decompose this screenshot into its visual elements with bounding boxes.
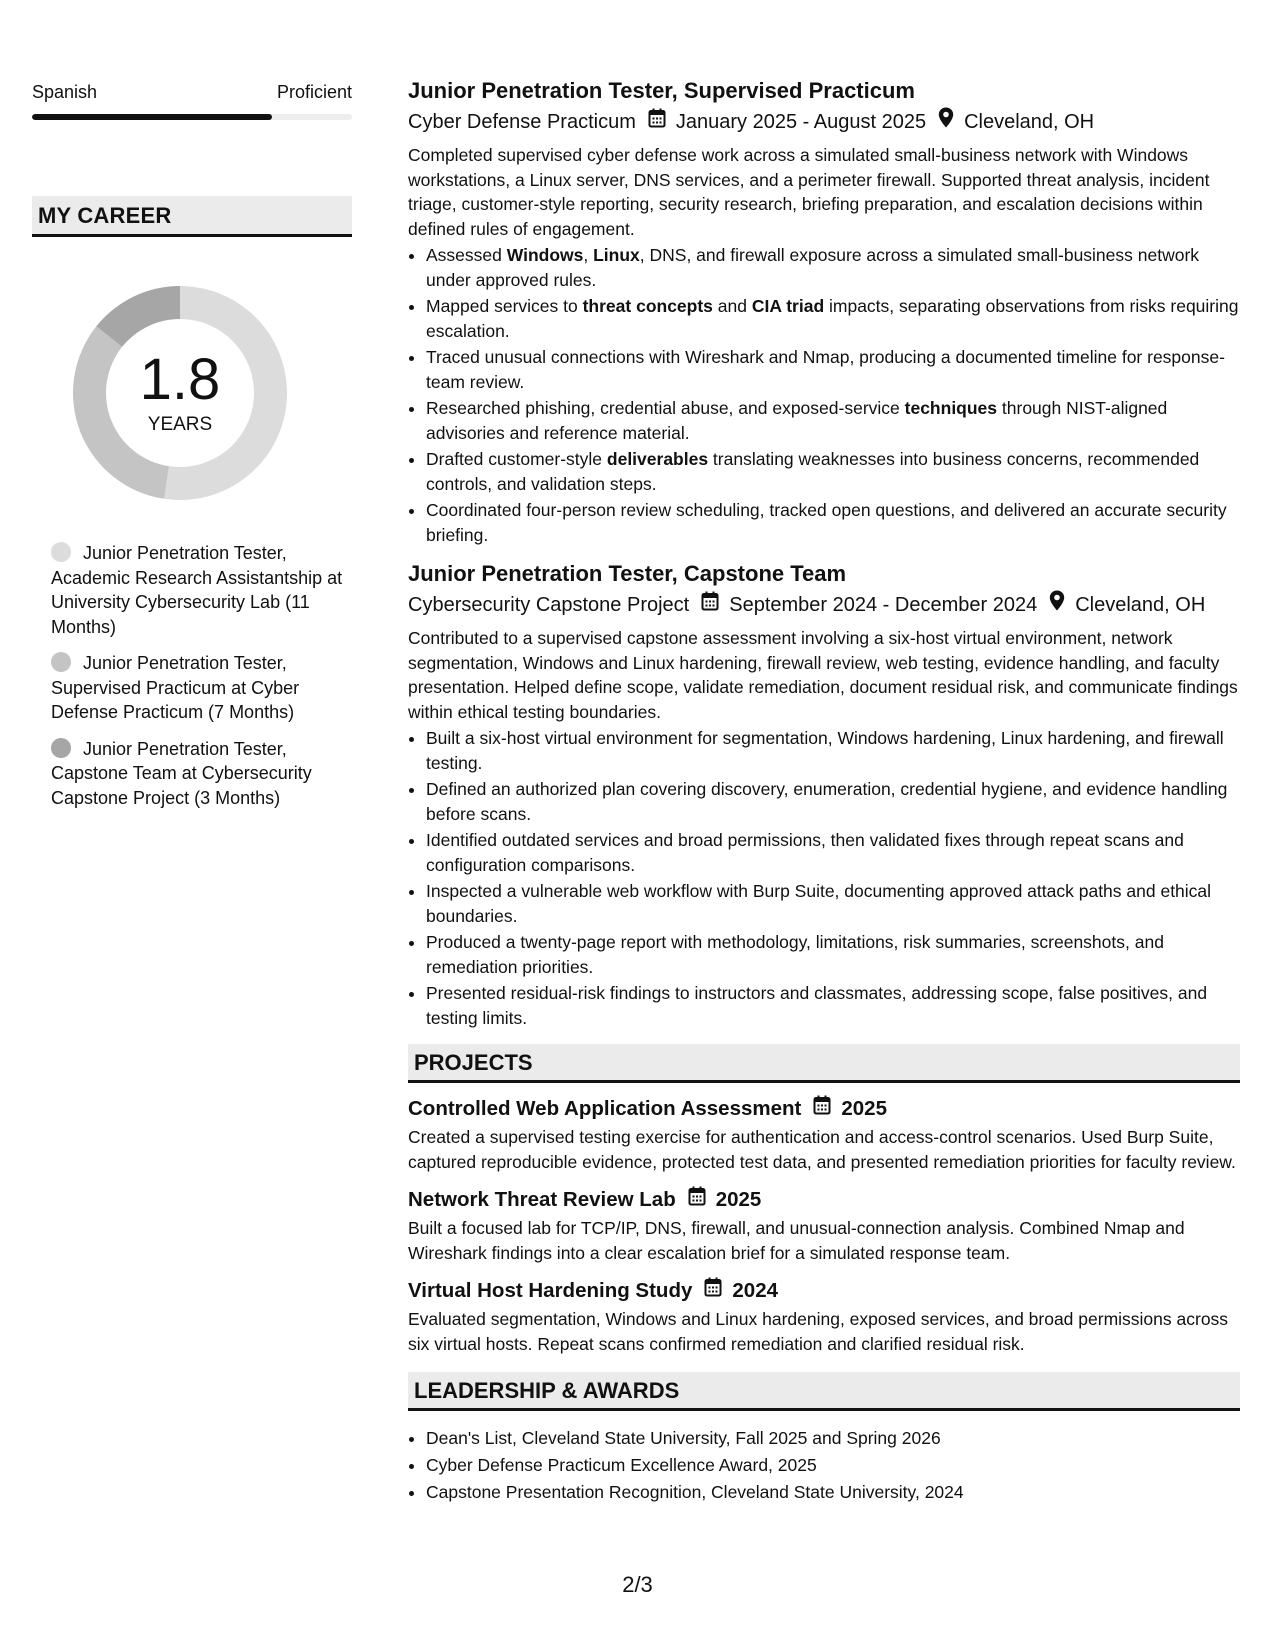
project-description: Built a focused lab for TCP/IP, DNS, firewall, and unusual-connection analysis. Combined Nmap and Wireshark findings into a clear escalation brief for a simulated response team. [408,1218,1185,1263]
job-bullets [408,243,1240,547]
award-item: • Capstone Presentation Recognition, Cleveland State University, 2024 [426,1479,1240,1506]
job-meta [408,590,1240,620]
language-level-bar [32,114,352,120]
calendar-icon [648,107,666,137]
job-description: Contributed to a supervised capstone assessment involving a six-host virtual environment, network segmentation, Windows and Linux hardening, firewall review, web testing, evidence handling, and faculty presentation. Helped define scope, validate remediation, document residual risk, and communicate findings within ethical testing boundaries. [408,628,1238,722]
job-dates: January 2025 - August 2025 [675,111,927,133]
main-content [408,76,1240,1506]
language-row [32,80,352,104]
language-level: Proficient [276,82,352,102]
language-name: Spanish [32,82,98,102]
job-bullet: • Presented residual-risk findings to instructors and classmates, addressing scope, false positives, and testing limits. [426,981,1240,1030]
experience-list [408,76,1240,1030]
project-entry [408,1095,1240,1174]
job-title: Junior Penetration Tester, Supervised Practicum [408,78,915,103]
job-entry [408,559,1240,1030]
language-level-fill [32,114,272,120]
job-description: Completed supervised cyber defense work across a simulated small-business network with Windows workstations, a Linux server, DNS services, and a perimeter firewall. Supported threat analysis, incident triage, customer-style reporting, security research, briefing preparation, and escalation decisions within defined rules of engagement. [408,145,1210,239]
job-meta [408,107,1240,137]
job-bullet: • Built a six-host virtual environment for segmentation, Windows hardening, Linux hardening, and firewall testing. [426,726,1240,775]
job-bullet: • Produced a twenty-page report with methodology, limitations, risk summaries, screenshots, and remediation priorities. [426,930,1240,979]
project-year: 2024 [732,1279,778,1302]
project-entry [408,1186,1240,1265]
project-title: Network Threat Review Lab [408,1188,676,1211]
job-bullet: • Inspected a vulnerable web workflow with Burp Suite, documenting approved attack paths and ethical boundaries. [426,879,1240,928]
career-legend-item [32,737,352,811]
location-pin-icon [938,107,954,137]
project-year: 2025 [841,1097,887,1120]
job-organization: Cyber Defense Practicum [408,111,636,133]
calendar-icon [704,1277,722,1305]
projects-list [408,1095,1240,1356]
project-entry [408,1277,1240,1356]
job-bullet: • Mapped services to threat concepts and CIA triad impacts, separating observations from risks requiring escalation. [426,294,1240,343]
project-description: Evaluated segmentation, Windows and Linux hardening, exposed services, and broad permissions across six virtual hosts. Repeat scans confirmed remediation and clarified residual risk. [408,1309,1229,1354]
career-legend-label: Junior Penetration Tester, Academic Research Assistantship at University Cybersecurity Lab (11 Months) [51,543,343,637]
career-heading: MY CAREER [32,196,352,237]
sidebar [32,80,352,822]
job-bullet: • Drafted customer-style deliverables translating weaknesses into business concerns, recommended controls, and validation steps. [426,447,1240,496]
calendar-icon [813,1095,831,1123]
job-entry [408,76,1240,547]
project-title-row [408,1277,1240,1305]
career-legend-item [32,541,352,639]
job-bullet: • Defined an authorized plan covering discovery, enumeration, credential hygiene, and evidence handling before scans. [426,777,1240,826]
job-bullet: • Assessed Windows, Linux, DNS, and firewall exposure across a simulated small-business network under approved rules. [426,243,1240,292]
career-years-unit: YEARS [147,414,213,435]
career-legend-label: Junior Penetration Tester, Capstone Team at Cybersecurity Capstone Project (3 Months) [51,738,312,808]
legend-dot-icon [51,652,71,672]
job-location: Cleveland, OH [1075,594,1206,616]
page-number: 2/3 [622,1572,653,1597]
job-organization: Cybersecurity Capstone Project [408,594,690,616]
job-location: Cleveland, OH [964,111,1095,133]
project-title: Controlled Web Application Assessment [408,1097,802,1120]
job-bullet: • Researched phishing, credential abuse, and exposed-service techniques through NIST-aligned advisories and reference material. [426,396,1240,445]
legend-dot-icon [51,542,71,562]
job-title: Junior Penetration Tester, Capstone Team [408,561,847,586]
project-year: 2025 [715,1188,762,1211]
career-years-value: 1.8 [139,347,221,412]
project-description: Created a supervised testing exercise for authentication and access-control scenarios. Used Burp Suite, captured reproducible evidence, protected test data, and presented remediation priorities for faculty review. [408,1127,1236,1172]
award-item: • Dean's List, Cleveland State University, Fall 2025 and Spring 2026 [426,1425,1240,1452]
projects-heading: PROJECTS [408,1044,1240,1083]
career-legend-item [32,651,352,725]
job-bullet: • Coordinated four-person review scheduling, tracked open questions, and delivered an accurate security briefing. [426,498,1240,547]
career-legend-label: Junior Penetration Tester, Supervised Practicum at Cyber Defense Practicum (7 Months) [51,653,300,722]
donut-center [66,279,294,507]
project-title: Virtual Host Hardening Study [408,1279,693,1302]
career-donut-chart [66,279,294,507]
job-dates: September 2024 - December 2024 [729,594,1038,616]
project-title-row [408,1095,1240,1123]
project-title-row [408,1186,1240,1214]
awards-heading: LEADERSHIP & AWARDS [408,1372,1240,1411]
career-legend [32,541,352,810]
job-bullet: • Traced unusual connections with Wireshark and Nmap, producing a documented timeline for response-team review. [426,345,1240,394]
award-item: • Cyber Defense Practicum Excellence Award, 2025 [426,1452,1240,1479]
calendar-icon [688,1186,706,1214]
calendar-icon [701,590,719,620]
job-bullets [408,726,1240,1030]
job-bullet: • Identified outdated services and broad permissions, then validated fixes through repeat scans and configuration comparisons. [426,828,1240,877]
location-pin-icon [1049,590,1065,620]
legend-dot-icon [51,738,71,758]
awards-list [408,1425,1240,1506]
